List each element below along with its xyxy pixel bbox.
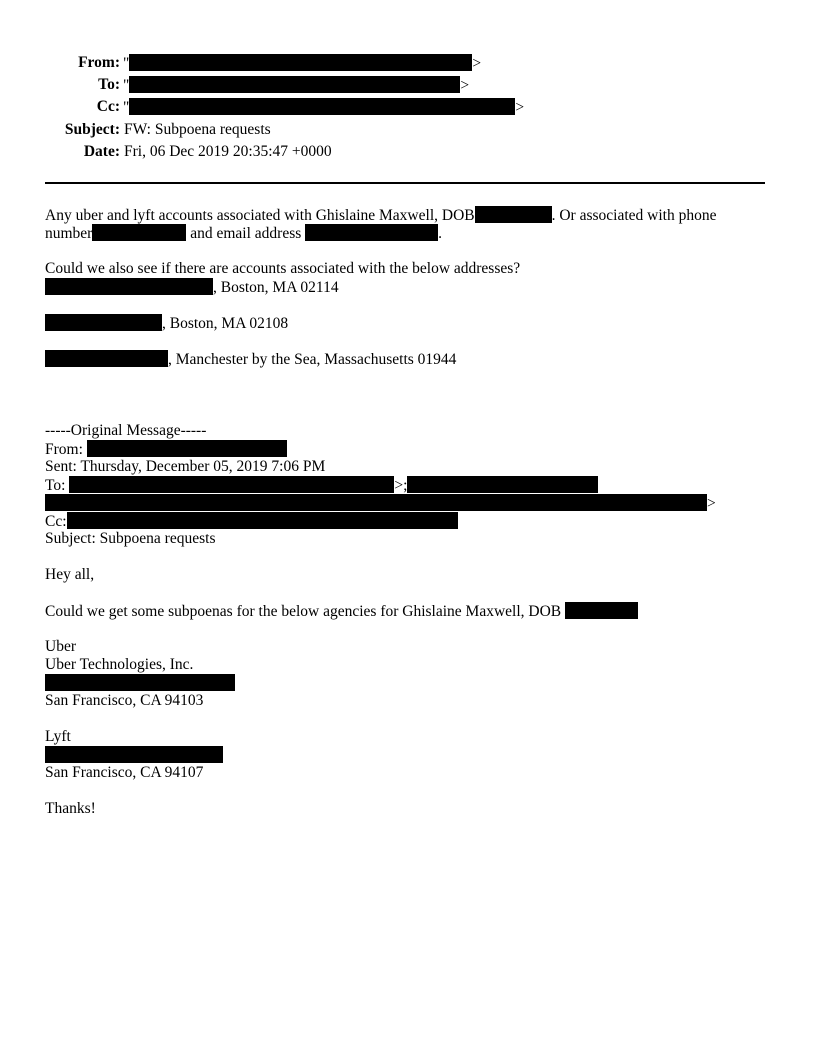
cc-value	[123, 98, 524, 117]
redaction-block	[45, 674, 235, 691]
lyft-name: Lyft	[45, 728, 71, 745]
body-text: .	[438, 225, 443, 242]
from-label: From:	[78, 54, 120, 71]
address-text: , Boston, MA 02114	[213, 279, 339, 296]
to-quote: "	[123, 77, 130, 94]
original-to-continued	[45, 494, 716, 513]
subpoena-request	[45, 602, 638, 621]
original-to-separator: >;	[394, 477, 408, 494]
redaction-block	[45, 350, 168, 367]
original-message-divider: -----Original Message-----	[45, 422, 207, 439]
address-2	[45, 314, 288, 333]
uber-company: Uber Technologies, Inc.	[45, 656, 194, 673]
lyft-address	[45, 746, 223, 765]
cc-quote: "	[123, 99, 130, 116]
redaction-block	[67, 512, 458, 529]
redaction-block	[129, 76, 460, 93]
uber-name: Uber	[45, 638, 76, 655]
redaction-block	[565, 602, 638, 619]
subject-value: FW: Subpoena requests	[124, 121, 271, 138]
original-to	[45, 476, 598, 495]
body-text: number	[45, 225, 93, 242]
body-line-1	[45, 206, 716, 225]
address-question: Could we also see if there are accounts associated with the below addresses?	[45, 260, 521, 277]
body-text: and email address	[186, 225, 306, 242]
from-quote: "	[123, 55, 130, 72]
to-value	[123, 76, 469, 95]
body-line-2	[45, 224, 442, 243]
lyft-city: San Francisco, CA 94107	[45, 764, 204, 781]
address-1	[45, 278, 339, 297]
date-value: Fri, 06 Dec 2019 20:35:47 +0000	[124, 143, 332, 160]
body-text: Any uber and lyft accounts associated with Ghislaine Maxwell, DOB	[45, 207, 475, 224]
closing: Thanks!	[45, 800, 96, 817]
to-label: To:	[98, 76, 120, 93]
original-from-label: From:	[45, 441, 87, 458]
body-text: . Or associated with phone	[551, 207, 717, 224]
redaction-block	[45, 278, 213, 295]
redaction-block	[92, 224, 186, 241]
from-tail: >	[472, 55, 482, 72]
date-label: Date:	[83, 143, 120, 160]
redaction-block	[407, 476, 598, 493]
subject-label: Subject:	[64, 121, 120, 138]
redaction-block	[129, 54, 472, 71]
redaction-block	[45, 494, 707, 511]
redaction-block	[45, 314, 162, 331]
redaction-block	[475, 206, 552, 223]
from-value	[123, 54, 481, 73]
original-cc	[45, 512, 458, 531]
original-to-label: To:	[45, 477, 70, 494]
address-text: , Boston, MA 02108	[162, 315, 289, 332]
original-cc-label: Cc:	[45, 513, 67, 530]
request-text: Could we get some subpoenas for the below agencies for Ghislaine Maxwell, DOB	[45, 603, 565, 620]
cc-tail: >	[515, 99, 525, 116]
redaction-block	[129, 98, 515, 115]
address-text: , Manchester by the Sea, Massachusetts 01944	[168, 351, 457, 368]
original-sent: Sent: Thursday, December 05, 2019 7:06 PM	[45, 458, 326, 475]
to-tail: >	[460, 77, 470, 94]
redaction-block	[87, 440, 287, 457]
original-to-tail: >	[707, 495, 716, 512]
redaction-block	[69, 476, 394, 493]
uber-city: San Francisco, CA 94103	[45, 692, 204, 709]
address-3	[45, 350, 456, 369]
redaction-block	[45, 746, 223, 763]
original-subject: Subject: Subpoena requests	[45, 530, 216, 547]
greeting: Hey all,	[45, 566, 95, 583]
header-divider	[45, 182, 765, 184]
redaction-block	[305, 224, 438, 241]
cc-label: Cc:	[96, 98, 120, 115]
uber-address	[45, 674, 235, 693]
original-from	[45, 440, 287, 459]
